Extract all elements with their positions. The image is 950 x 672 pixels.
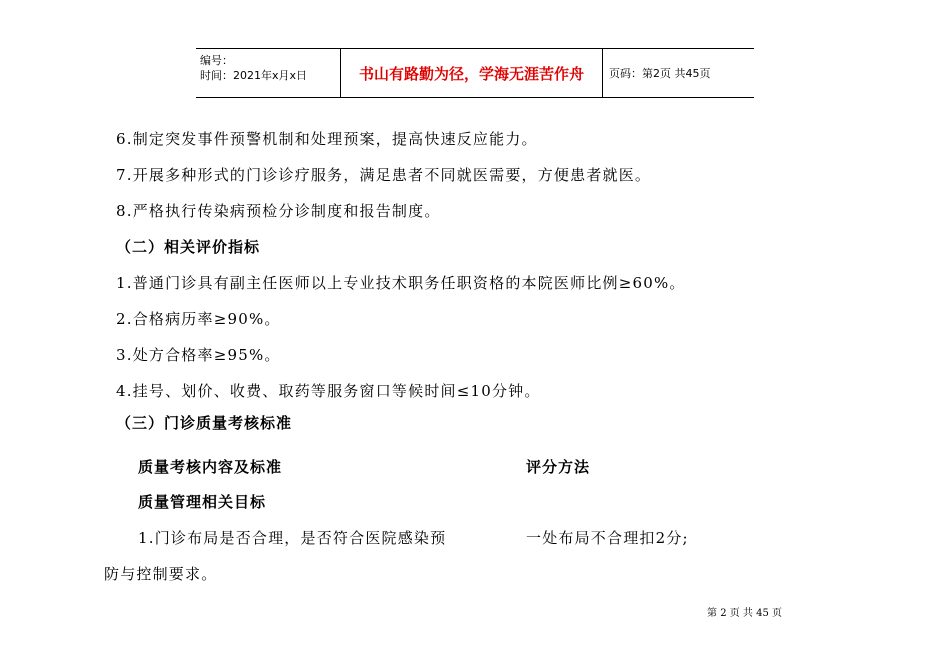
item-8: 8.严格执行传染病预检分诊制度和报告制度。 xyxy=(116,202,441,220)
quality-goals-title: 质量管理相关目标 xyxy=(138,493,267,511)
column-content-header: 质量考核内容及标准 xyxy=(138,458,283,476)
section-2-title: （二）相关评价指标 xyxy=(116,238,261,256)
page-footer: 第 2 页 共 45 页 xyxy=(707,608,782,619)
indicator-3: 3.处方合格率≥95%。 xyxy=(116,346,281,364)
item-6: 6.制定突发事件预警机制和处理预案，提高快速反应能力。 xyxy=(116,130,538,148)
section-3-title: （三）门诊质量考核标准 xyxy=(116,414,293,432)
item-7: 7.开展多种形式的门诊诊疗服务，满足患者不同就医需要，方便患者就医。 xyxy=(116,166,652,184)
indicator-2: 2.合格病历率≥90%。 xyxy=(116,310,281,328)
page-header xyxy=(196,48,754,98)
header-info xyxy=(196,49,340,97)
time-label: 时间：2021年x月x日 xyxy=(200,69,308,82)
indicator-4: 4.挂号、划价、收费、取药等服务窗口等候时间≤10分钟。 xyxy=(116,382,541,400)
column-method-header: 评分方法 xyxy=(526,458,591,476)
header-motto: 书山有路勤为径，学海无涯苦作舟 xyxy=(340,49,603,97)
row1-content-cont: 防与控制要求。 xyxy=(104,565,218,583)
header-page-code: 页码：第2页 共45页 xyxy=(609,67,711,80)
number-label: 编号： xyxy=(200,54,233,67)
row1-content: 1.门诊布局是否合理，是否符合医院感染预 xyxy=(138,529,447,547)
row1-method: 一处布局不合理扣2分; xyxy=(526,529,689,547)
indicator-1: 1.普通门诊具有副主任医师以上专业技术职务任职资格的本院医师比例≥60%。 xyxy=(116,274,686,292)
